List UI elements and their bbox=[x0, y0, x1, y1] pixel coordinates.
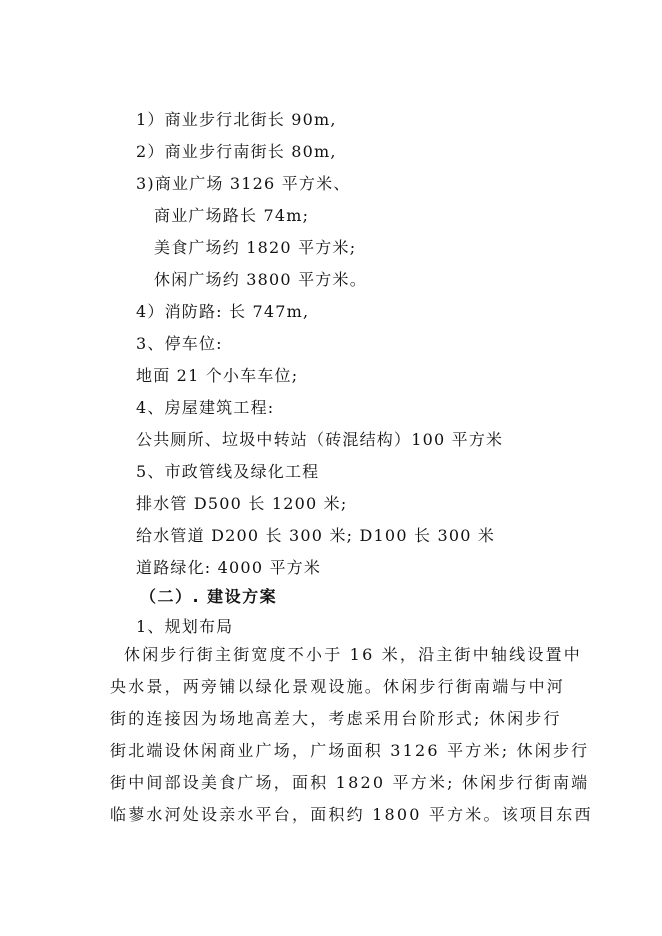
list-item: 美食广场约 1820 平方米; bbox=[154, 238, 357, 257]
paragraph-line: 街北端设休闲商业广场，广场面积 3126 平方米; 休闲步行 bbox=[110, 741, 590, 760]
paragraph-line: 央水景，两旁铺以绿化景观设施。休闲步行街南端与中河 bbox=[110, 677, 566, 696]
paragraph-line: 休闲步行街主街宽度不小于 16 米，沿主街中轴线设置中 bbox=[124, 645, 582, 664]
list-item: 5、市政管线及绿化工程 bbox=[136, 462, 320, 481]
list-item: 4、房屋建筑工程: bbox=[136, 398, 275, 417]
list-item: 排水管 D500 长 1200 米; bbox=[136, 494, 348, 513]
list-item: 2）商业步行南街长 80m, bbox=[136, 142, 337, 161]
list-item: 3)商业广场 3126 平方米、 bbox=[136, 174, 351, 193]
list-item: 公共厕所、垃圾中转站（砖混结构）100 平方米 bbox=[136, 430, 504, 449]
list-item: 给水管道 D200 长 300 米; D100 长 300 米 bbox=[136, 526, 496, 545]
list-item: 地面 21 个小车车位; bbox=[136, 366, 299, 385]
section-heading: （二）. 建设方案 bbox=[140, 587, 278, 606]
paragraph-line: 街中间部设美食广场，面积 1820 平方米; 休闲步行街南端 bbox=[110, 773, 590, 792]
list-item: 商业广场路长 74m; bbox=[154, 206, 310, 225]
list-item: 3、停车位: bbox=[136, 334, 223, 353]
list-item: 休闲广场约 3800 平方米。 bbox=[154, 270, 367, 289]
list-item: 4）消防路: 长 747m, bbox=[136, 302, 310, 321]
subheading: 1、规划布局 bbox=[136, 617, 234, 636]
list-item: 道路绿化: 4000 平方米 bbox=[136, 558, 322, 577]
paragraph-line: 街的连接因为场地高差大，考虑采用台阶形式; 休闲步行 bbox=[110, 709, 562, 728]
paragraph-line: 临蓼水河处设亲水平台，面积约 1800 平方米。该项目东西 bbox=[110, 805, 593, 824]
list-item: 1）商业步行北街长 90m, bbox=[136, 110, 337, 129]
